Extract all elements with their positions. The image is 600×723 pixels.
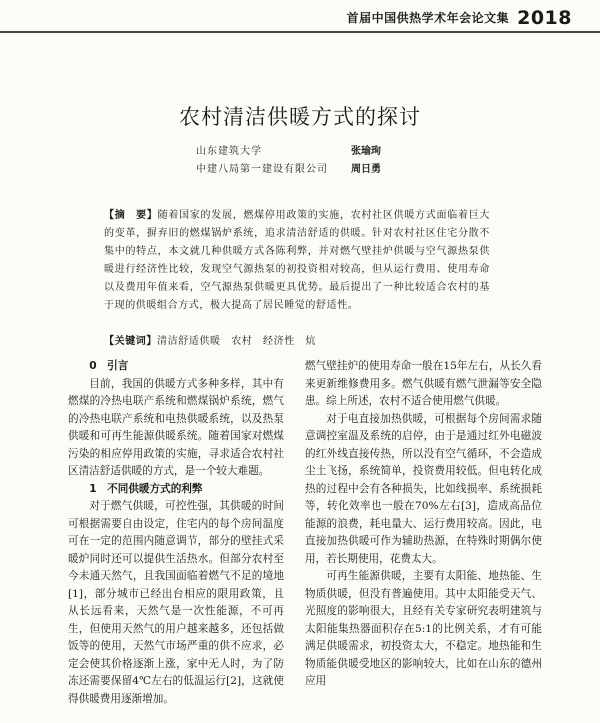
paragraph: 对于燃气供暖，可控性强，其供暖的时间可根据需要自由设定，住宅内的每个房间温度可在一定的范围内随意调节，部分的壁挂式采暖炉同时还可以提供生活热水。但部分农村至今未通天然气，且我国面临着燃气不足的境地[1]，部分城市已经出台相应的限用政策，且从长远看来，天然气是一次性能源，不可再生，但使用天然气的用户越来越多，还包括做饭等的使用，天然气市场严重的供不应求，必定会使其价格逐渐上涨，家中无人时，为了防冻还需要保留4℃左右的低温运行[2]，这就使得供暖费用逐渐增加。 [68,500,284,705]
running-header [0,0,600,30]
abstract-text: 随着国家的发展，燃煤停用政策的实施，农村社区供暖方式面临着巨大的变革，摒弃旧的燃煤锅炉系统，追求清洁舒适的供暖。针对农村社区住宅分散不集中的特点，本文就几种供暖方式各陈利弊，并对燃气壁挂炉供暖与空气源热泵供暖进行经济性比较，发现空气源热泵的初投资相对较高，但从运行费用、使用寿命以及费用年值来看，空气源热泵供暖更具优势。最后提出了一种比较适合农村的基于现的供暖组合方式，极大提高了居民睡觉的舒适性。 [104,210,491,311]
paragraph: 可再生能源供暖，主要有太阳能、地热能、生物质供暖，但没有普遍使用。其中太阳能受天气、光照度的影响很大，且经有关专家研究表明建筑与太阳能集热器面积存在5:1的比例关系，才有可能满足供暖需求，初投资太大，不稳定。地热能和生物质能供暖受地区的影响较大，比如在山东的德州应用 [305,570,542,687]
author-row [196,161,496,179]
header-rule [0,31,600,33]
journal-year: 2018 [517,7,572,29]
paragraph: 对于电直接加热供暖，可根据每个房间需求随意调控室温及系统的启停，由于是通过红外电磁波的红外线直接传热，所以没有空气循环，不会造成尘土飞扬，系统简单，投资费用较低。但电转化成热的过程中会有各种损失，比如线损率、系统损耗等，转化效率也一般在70%左右[3]，造成高品位能源的浪费，耗电量大、运行费用较高。因此，电直接加热供暖可作为辅助热源，在特殊时期偶尔使用，若长期使用，花费太大。 [305,412,542,565]
abstract [104,207,490,315]
section-heading-intro: 0 引言 [89,360,129,372]
journal-header [347,7,572,29]
keywords-label: 【关键词】 [104,336,157,347]
section-heading-comparison: 1 不同供暖方式的利弊 [89,482,203,495]
left-column [68,358,284,708]
journal-name: 首届中国供热学术年会论文集 [346,11,510,25]
keywords [104,334,490,350]
abstract-label: 【摘 要】 [104,210,158,221]
author-affiliation: 中建八局第一建设有限公司 [196,164,328,175]
paragraph: 目前，我国的供暖方式多种多样，其中有燃煤的冷热电联产系统和燃煤锅炉系统，燃气的冷热电联产系统和电热供暖系统，以及热泵供暖和可再生能源供暖系统。随着国家对燃煤污染的相应停用政策的实施，寻求适合农村社区清洁舒适供暖的方式，是一个较大难题。 [68,377,284,477]
paper-title: 农村清洁供暖方式的探讨 [179,105,421,130]
author-affiliation: 山东建筑大学 [196,146,262,157]
keywords-text: 清洁舒适供暖 农村 经济性 炕 [157,336,316,347]
author-name: 张瑜珣 [351,146,381,157]
author-block [196,143,496,179]
paragraph: 燃气壁挂炉的使用寿命一般在15年左右，从长久看来更新维修费用多。燃气供暖有燃气泄漏等安全隐患。综上所述，农村不适合使用燃气供暖。 [305,360,542,407]
right-column [305,358,542,691]
author-name: 周日勇 [351,164,381,175]
author-row [196,143,496,161]
